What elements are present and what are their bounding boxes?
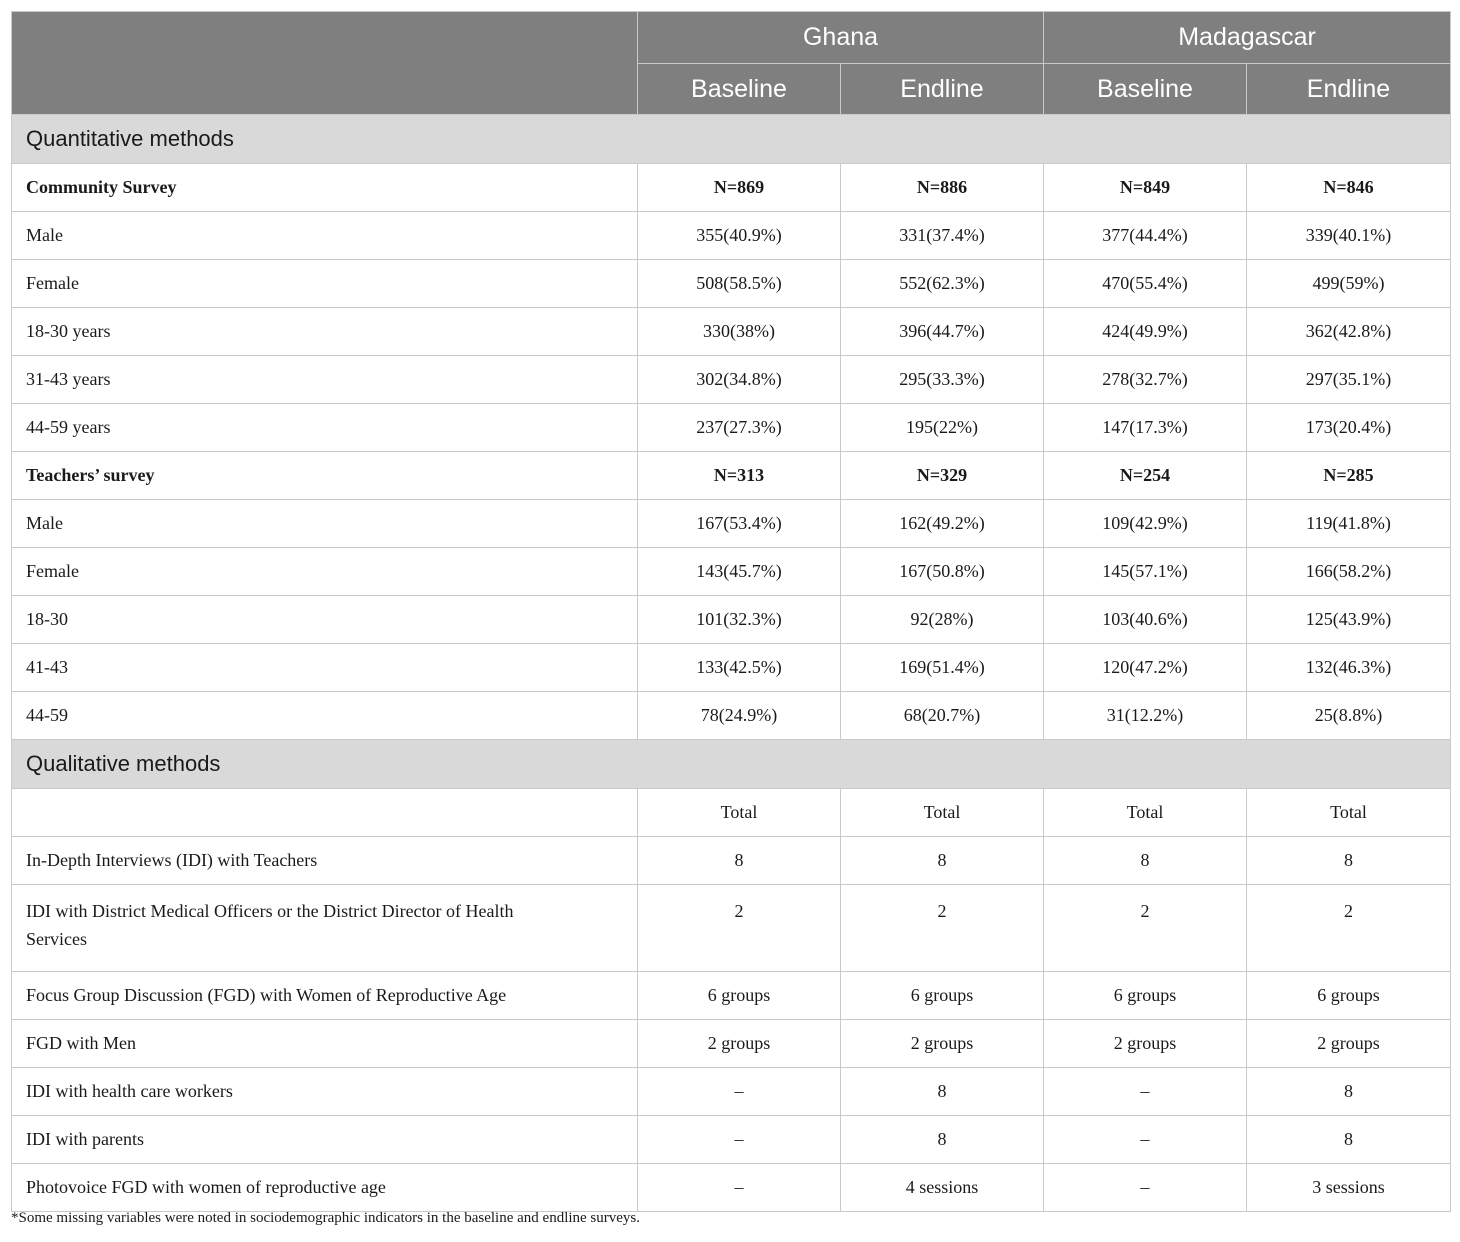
cell-value: 2 groups: [638, 1020, 841, 1068]
table-row: [12, 500, 1451, 548]
cell-value: 8: [1247, 1116, 1451, 1164]
cell-value: 8: [841, 1068, 1044, 1116]
header-madagascar-baseline: Baseline: [1044, 64, 1247, 115]
table-row: [12, 1116, 1451, 1164]
cell-value: Total: [1044, 789, 1247, 837]
data-table: [11, 11, 1451, 1212]
cell-value: 92(28%): [841, 596, 1044, 644]
table-row: [12, 452, 1451, 500]
row-label: 18-30: [12, 596, 638, 644]
cell-value: 143(45.7%): [638, 548, 841, 596]
cell-value: 167(53.4%): [638, 500, 841, 548]
cell-value: 2: [1044, 885, 1247, 972]
cell-value: 166(58.2%): [1247, 548, 1451, 596]
cell-value: 195(22%): [841, 404, 1044, 452]
table-row: [12, 789, 1451, 837]
cell-value: 133(42.5%): [638, 644, 841, 692]
table-row: [12, 1068, 1451, 1116]
cell-value: 8: [841, 1116, 1044, 1164]
cell-value: –: [638, 1164, 841, 1212]
row-label: Male: [12, 500, 638, 548]
row-label: FGD with Men: [12, 1020, 638, 1068]
cell-value: 339(40.1%): [1247, 212, 1451, 260]
cell-value: 278(32.7%): [1044, 356, 1247, 404]
cell-value: 4 sessions: [841, 1164, 1044, 1212]
cell-value: 297(35.1%): [1247, 356, 1451, 404]
cell-value: 331(37.4%): [841, 212, 1044, 260]
table-row: [12, 212, 1451, 260]
section-qualitative: Qualitative methods: [12, 740, 1451, 789]
cell-value: –: [638, 1116, 841, 1164]
cell-value: –: [1044, 1164, 1247, 1212]
row-label: IDI with parents: [12, 1116, 638, 1164]
cell-value: 377(44.4%): [1044, 212, 1247, 260]
header-ghana-baseline: Baseline: [638, 64, 841, 115]
row-label: In-Depth Interviews (IDI) with Teachers: [12, 837, 638, 885]
cell-value: 68(20.7%): [841, 692, 1044, 740]
cell-value: 237(27.3%): [638, 404, 841, 452]
row-label: Community Survey: [12, 164, 638, 212]
table-row: [12, 972, 1451, 1020]
cell-value: 3 sessions: [1247, 1164, 1451, 1212]
row-label: 31-43 years: [12, 356, 638, 404]
table-row: [12, 1020, 1451, 1068]
cell-value: 8: [841, 837, 1044, 885]
cell-value: 2: [638, 885, 841, 972]
row-label: 41-43: [12, 644, 638, 692]
cell-value: 6 groups: [841, 972, 1044, 1020]
cell-value: 330(38%): [638, 308, 841, 356]
cell-value: 8: [638, 837, 841, 885]
header-madagascar: Madagascar: [1044, 12, 1451, 64]
table-row: [12, 1164, 1451, 1212]
footnote: *Some missing variables were noted in sociodemographic indicators in the baseline and endline surveys.: [11, 1210, 641, 1226]
row-label: Photovoice FGD with women of reproductive age: [12, 1164, 638, 1212]
cell-value: 103(40.6%): [1044, 596, 1247, 644]
cell-value: 101(32.3%): [638, 596, 841, 644]
row-label: IDI with District Medical Officers or the District Director of Health Services: [12, 885, 638, 972]
cell-value: –: [1044, 1116, 1247, 1164]
cell-value: 25(8.8%): [1247, 692, 1451, 740]
cell-value: N=869: [638, 164, 841, 212]
cell-value: 119(41.8%): [1247, 500, 1451, 548]
cell-value: N=846: [1247, 164, 1451, 212]
cell-value: 355(40.9%): [638, 212, 841, 260]
header-ghana: Ghana: [638, 12, 1044, 64]
header-madagascar-endline: Endline: [1247, 64, 1451, 115]
table-row: [12, 404, 1451, 452]
cell-value: 120(47.2%): [1044, 644, 1247, 692]
cell-value: 2 groups: [841, 1020, 1044, 1068]
cell-value: N=849: [1044, 164, 1247, 212]
cell-value: N=329: [841, 452, 1044, 500]
cell-value: 125(43.9%): [1247, 596, 1451, 644]
cell-value: 6 groups: [1044, 972, 1247, 1020]
table-row: [12, 644, 1451, 692]
cell-value: 169(51.4%): [841, 644, 1044, 692]
cell-value: 295(33.3%): [841, 356, 1044, 404]
cell-value: 162(49.2%): [841, 500, 1044, 548]
cell-value: 167(50.8%): [841, 548, 1044, 596]
row-label: Female: [12, 548, 638, 596]
cell-value: 2: [1247, 885, 1451, 972]
cell-value: N=254: [1044, 452, 1247, 500]
cell-value: 508(58.5%): [638, 260, 841, 308]
table-row: [12, 837, 1451, 885]
row-label: Male: [12, 212, 638, 260]
cell-value: –: [1044, 1068, 1247, 1116]
cell-value: 109(42.9%): [1044, 500, 1247, 548]
cell-value: 8: [1247, 837, 1451, 885]
table-row: [12, 692, 1451, 740]
cell-value: 362(42.8%): [1247, 308, 1451, 356]
cell-value: 424(49.9%): [1044, 308, 1247, 356]
cell-value: 2 groups: [1044, 1020, 1247, 1068]
cell-value: 470(55.4%): [1044, 260, 1247, 308]
cell-value: 8: [1044, 837, 1247, 885]
cell-value: 499(59%): [1247, 260, 1451, 308]
header-empty-cell: [12, 12, 638, 115]
cell-value: Total: [638, 789, 841, 837]
table-row: [12, 260, 1451, 308]
row-label: [12, 789, 638, 837]
header-ghana-endline: Endline: [841, 64, 1044, 115]
table-row: [12, 308, 1451, 356]
cell-value: 173(20.4%): [1247, 404, 1451, 452]
cell-value: 302(34.8%): [638, 356, 841, 404]
row-label: Teachers’ survey: [12, 452, 638, 500]
cell-value: 6 groups: [638, 972, 841, 1020]
row-label: 44-59 years: [12, 404, 638, 452]
table-row: [12, 164, 1451, 212]
row-label: 44-59: [12, 692, 638, 740]
section-quantitative: Quantitative methods: [12, 115, 1451, 164]
cell-value: N=886: [841, 164, 1044, 212]
cell-value: 147(17.3%): [1044, 404, 1247, 452]
table-row: [12, 596, 1451, 644]
table-row: [12, 356, 1451, 404]
cell-value: 2 groups: [1247, 1020, 1451, 1068]
table-row: [12, 885, 1451, 972]
row-label: Female: [12, 260, 638, 308]
cell-value: Total: [1247, 789, 1451, 837]
cell-value: 396(44.7%): [841, 308, 1044, 356]
cell-value: 8: [1247, 1068, 1451, 1116]
cell-value: Total: [841, 789, 1044, 837]
cell-value: 2: [841, 885, 1044, 972]
cell-value: 6 groups: [1247, 972, 1451, 1020]
cell-value: 145(57.1%): [1044, 548, 1247, 596]
cell-value: N=285: [1247, 452, 1451, 500]
cell-value: N=313: [638, 452, 841, 500]
cell-value: –: [638, 1068, 841, 1116]
cell-value: 31(12.2%): [1044, 692, 1247, 740]
cell-value: 132(46.3%): [1247, 644, 1451, 692]
row-label: Focus Group Discussion (FGD) with Women of Reproductive Age: [12, 972, 638, 1020]
row-label: IDI with health care workers: [12, 1068, 638, 1116]
row-label: 18-30 years: [12, 308, 638, 356]
cell-value: 78(24.9%): [638, 692, 841, 740]
table-row: [12, 548, 1451, 596]
cell-value: 552(62.3%): [841, 260, 1044, 308]
